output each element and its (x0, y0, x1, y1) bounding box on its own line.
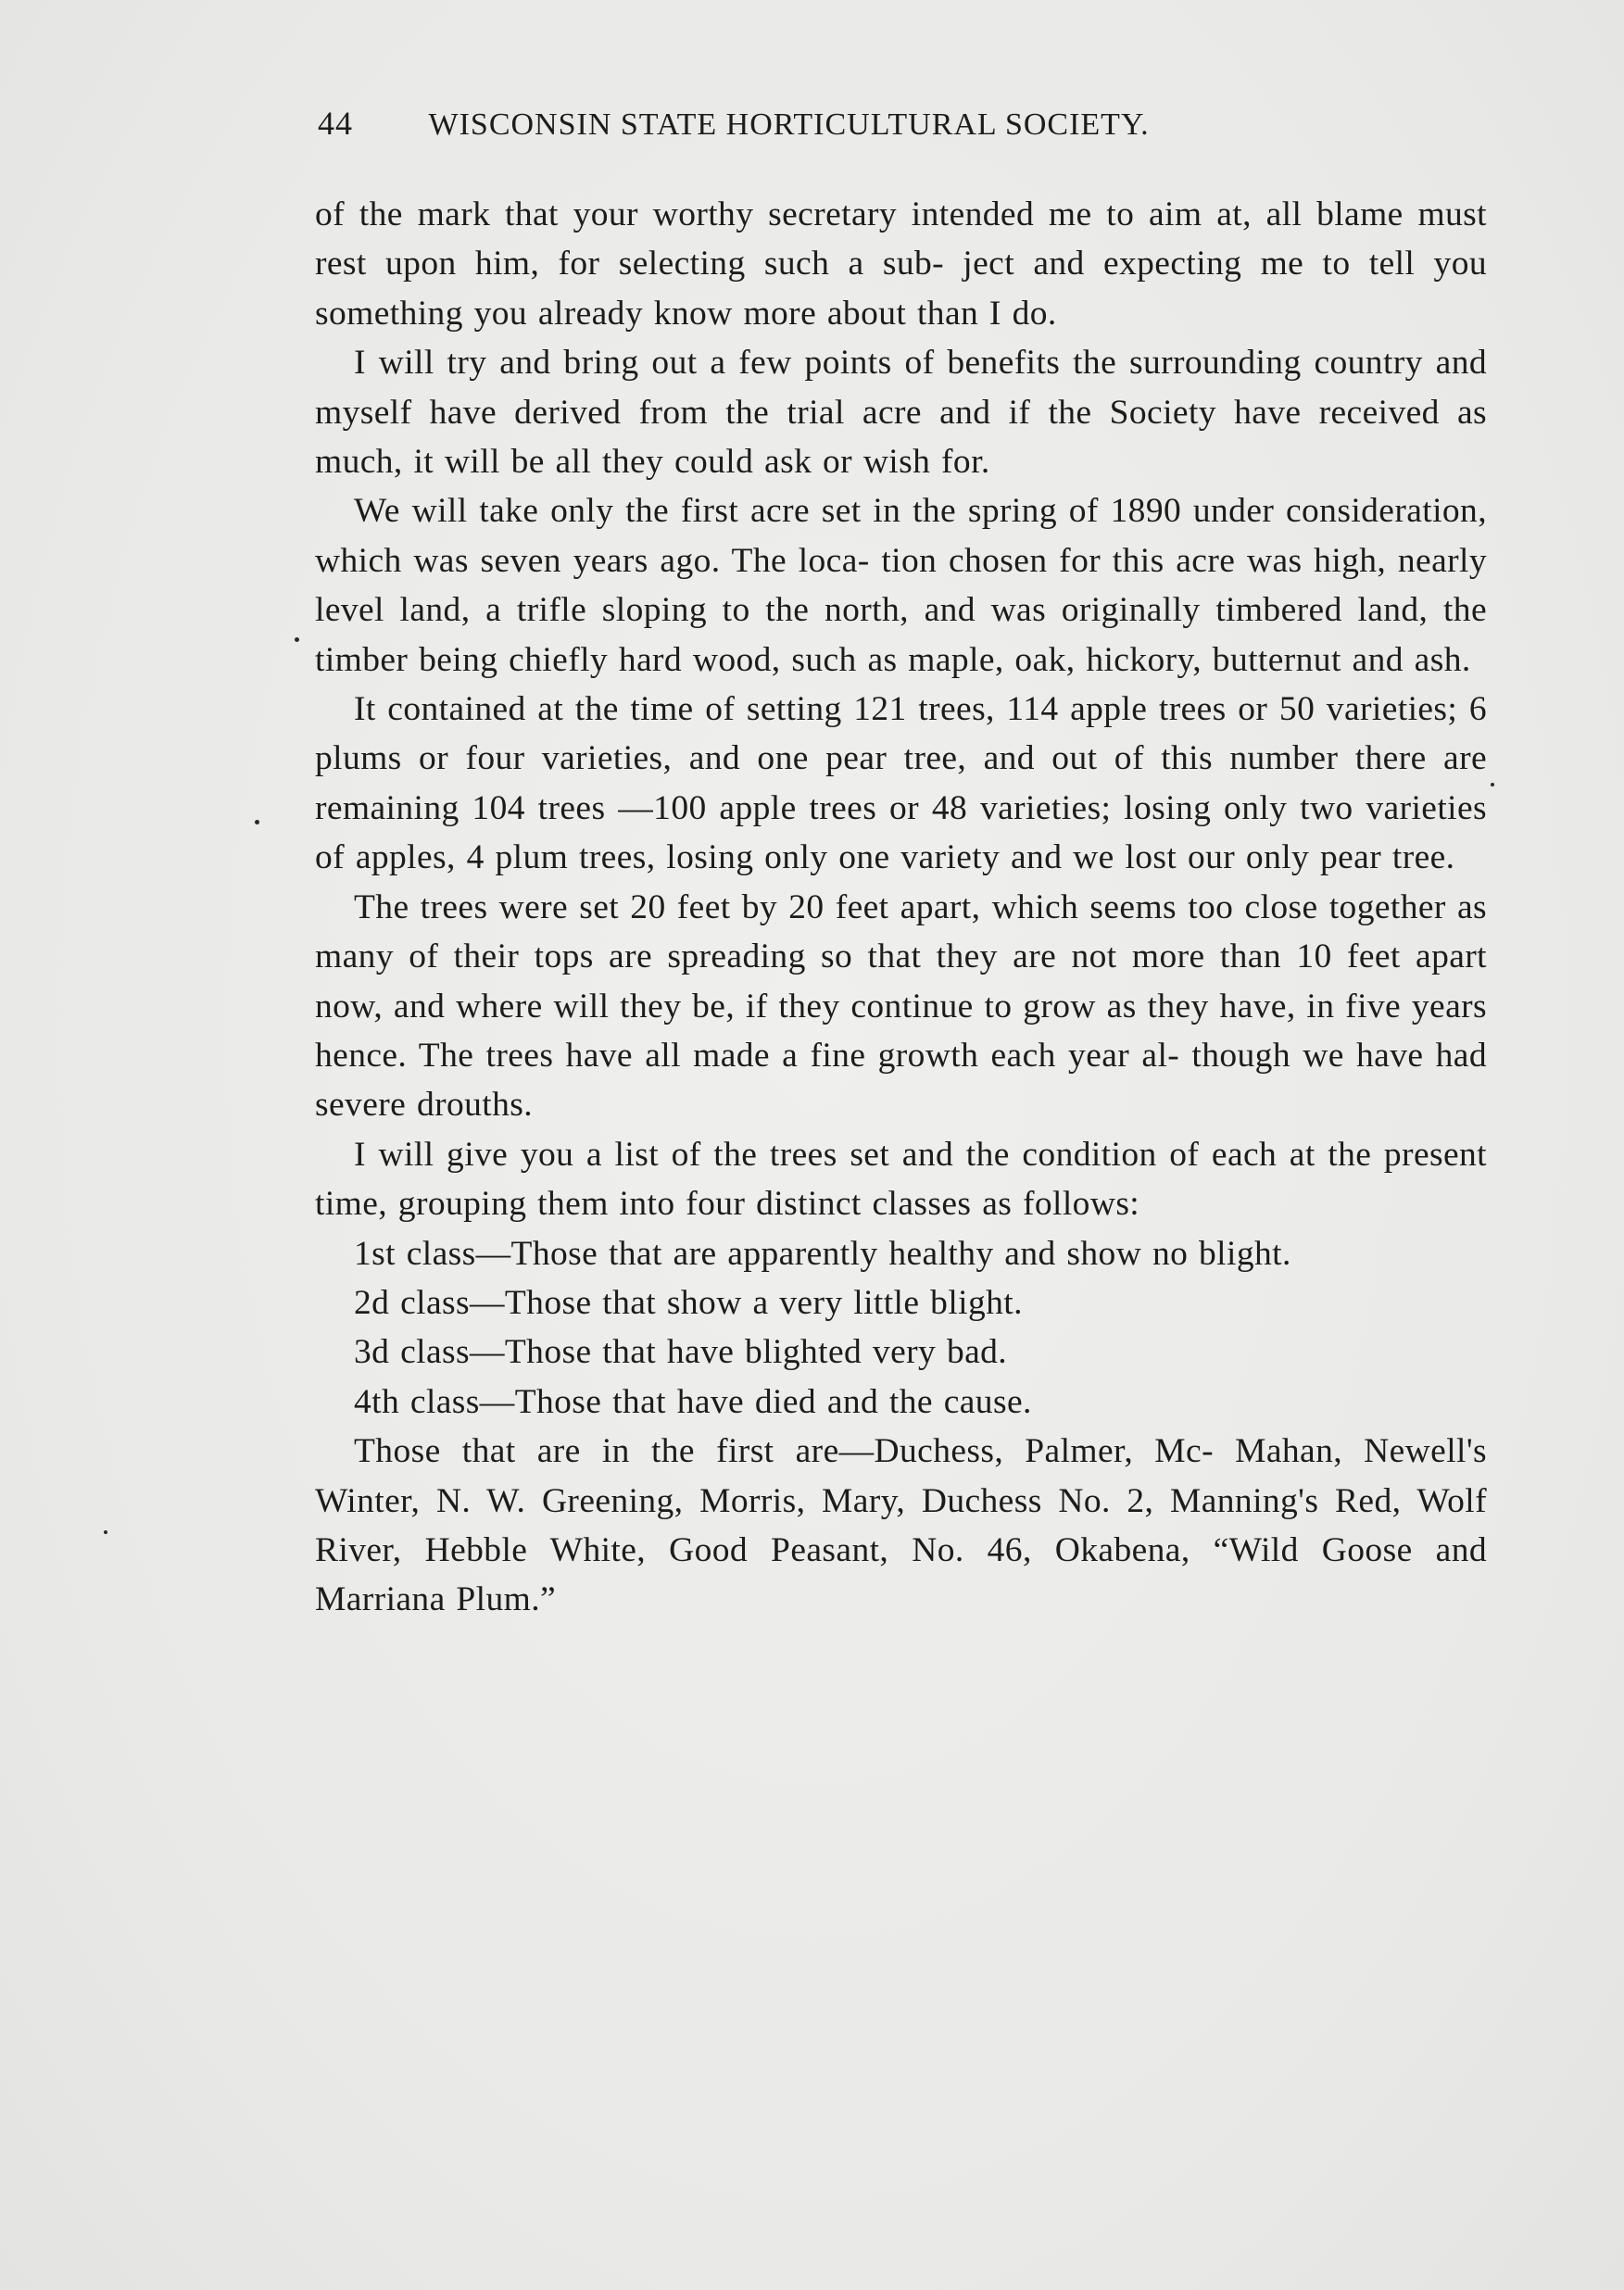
class-1-item: 1st class—Those that are apparently healthy and show no blight. (354, 1234, 1291, 1273)
margin-speck (255, 820, 259, 824)
body-text (315, 190, 1487, 1625)
class-3-item: 3d class—Those that have blighted very bad. (354, 1333, 1008, 1372)
paragraph-first-class-list: Those that are in the first are—Duchess, Palmer, Mc- Mahan, Newell's Winter, N. W. Greening, Morris, Mary, Duchess No. 2, Manning's Red, Wolf River, Hebble White, Good Peasant, No. 46, Okabena, “Wild Goose and Marriana Plum.” (315, 1432, 1487, 1619)
page-number: 44 (318, 105, 353, 142)
class-4-item: 4th class—Those that have died and the cause. (354, 1382, 1032, 1421)
margin-speck (104, 1530, 107, 1534)
paragraph-list-intro: I will give you a list of the trees set and the condition of each at the present time, grouping them into four distinct classes as follows: (315, 1135, 1487, 1224)
paragraph-tree-count: It contained at the time of setting 121 trees, 114 apple trees or 50 varieties; 6 plums or four varieties, and one pear tree, and out of this number there are remaining 104 trees —100 apple trees or 48 varieties; losing only two varieties of apples, 4 plum trees, losing only one variety and we lost our only pear tree. (315, 690, 1487, 877)
margin-speck (1491, 783, 1494, 786)
paragraph-benefits: I will try and bring out a few points of benefits the surrounding country and myself have derived from the trial acre and if the Society have received as much, it will be all they could ask or wish for. (315, 344, 1487, 482)
page-header (318, 104, 1365, 143)
paragraph-location: We will take only the first acre set in the spring of 1890 under consideration, which was seven years ago. The loca- tion chosen for this acre was high, nearly level land, a trifle sloping to the north, and was originally timbered land, the timber being chiefly hard wood, such as maple, oak, hickory, butternut and ash. (315, 492, 1487, 679)
class-2-item: 2d class—Those that show a very little blight. (354, 1283, 1023, 1322)
margin-speck (295, 637, 299, 642)
running-head: WISCONSIN STATE HORTICULTURAL SOCIETY. (428, 107, 1150, 142)
paragraph-continuation: of the mark that your worthy secretary intended me to aim at, all blame must rest upon him, for selecting such a sub- ject and expecting me to tell you something you already know more about than I do. (315, 195, 1487, 333)
paragraph-spacing: The trees were set 20 feet by 20 feet apart, which seems too close together as many of their tops are spreading so that they are not more than 10 feet apart now, and where will they be, if they continue to grow as they have, in five years hence. The trees have all made a fine growth each year al- though we have had severe drouths. (315, 887, 1487, 1125)
